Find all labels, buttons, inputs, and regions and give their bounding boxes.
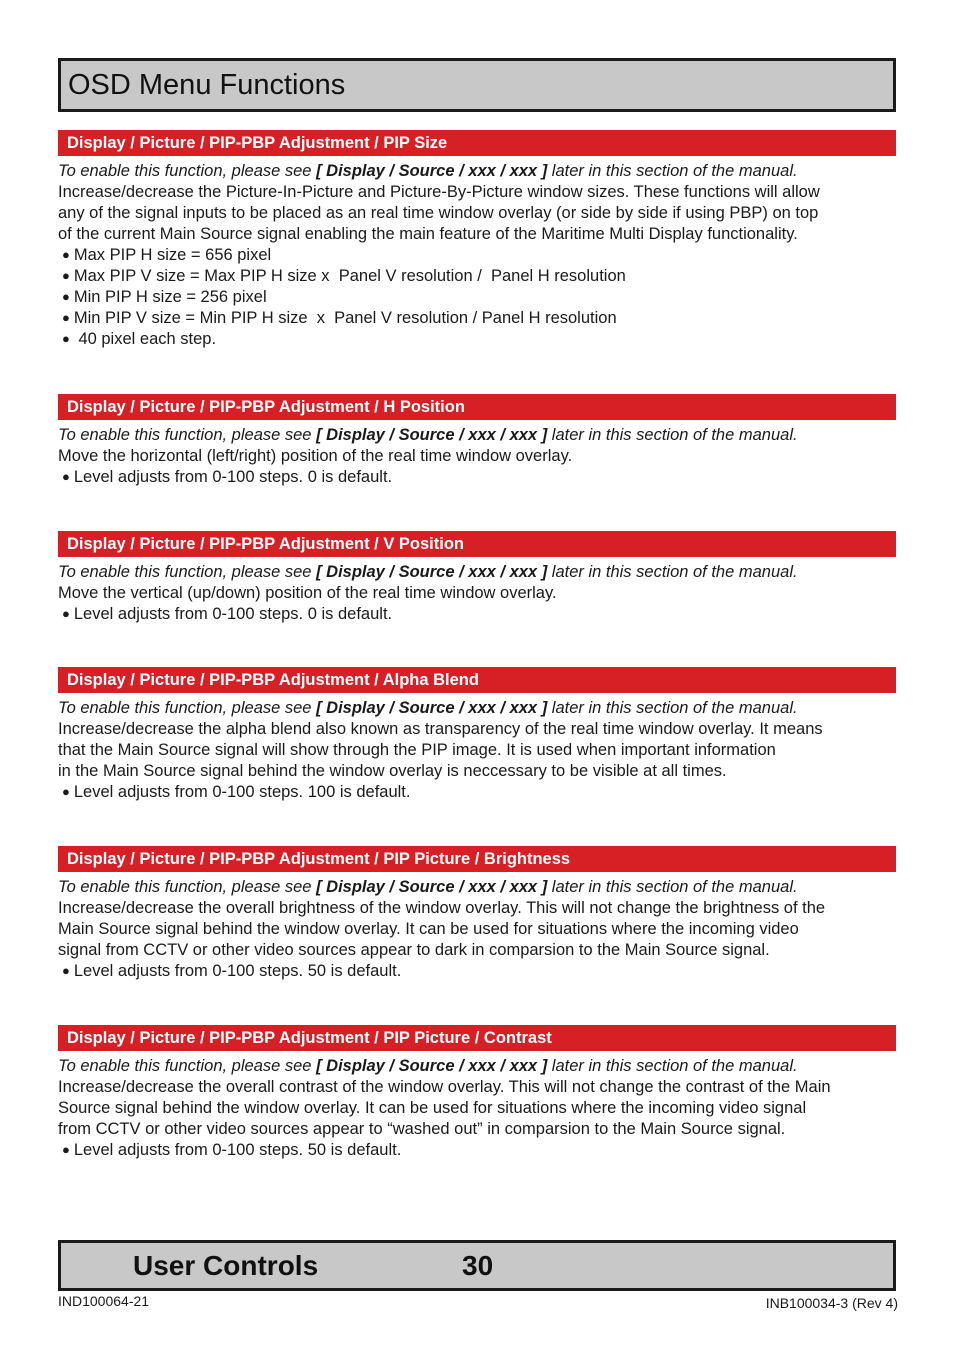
section-text-line: Increase/decrease the alpha blend also known as transparency of the real time window overlay. It means (58, 720, 823, 738)
intro-reference: [ Display / Source / xxx / xxx ] (316, 162, 548, 180)
section-intro (58, 425, 896, 446)
bullet-text: Level adjusts from 0-100 steps. 50 is default. (73, 1141, 402, 1159)
section-text-line: Source signal behind the window overlay. It can be used for situations where the incoming video signal (58, 1099, 807, 1117)
bullet-icon: ● (62, 963, 70, 978)
intro-text: To enable this function, please see (58, 426, 317, 444)
doc-id-left: IND100064-21 (58, 1293, 150, 1309)
bullet-text: Max PIP H size = 656 pixel (73, 246, 272, 264)
bullet-icon: ● (62, 1142, 70, 1157)
bullet-list (58, 1140, 896, 1161)
section-text-line: Increase/decrease the overall brightness of the window overlay. This will not change the brightness of the (58, 899, 826, 917)
section-text-line: Increase/decrease the Picture-In-Picture and Picture-By-Picture window sizes. These functions will allow (58, 183, 820, 201)
bullet-list (58, 961, 896, 982)
section-heading: Display / Picture / PIP-PBP Adjustment / PIP Picture / Brightness (58, 846, 896, 872)
section-text-line: Main Source signal behind the window overlay. It can be used for situations where the incoming video (58, 920, 799, 938)
bullet-item (58, 245, 896, 266)
bullet-list (58, 604, 896, 625)
section-intro (58, 698, 896, 719)
section (58, 846, 896, 982)
section-heading: Display / Picture / PIP-PBP Adjustment / Alpha Blend (58, 667, 896, 693)
intro-text: later in this section of the manual. (547, 878, 798, 896)
doc-id-right: INB100034-3 (Rev 4) (765, 1295, 898, 1311)
bullet-icon: ● (62, 606, 70, 621)
bullet-icon: ● (62, 310, 70, 325)
section-text-line: Move the horizontal (left/right) position of the real time window overlay. (58, 447, 573, 465)
intro-text: later in this section of the manual. (547, 162, 798, 180)
intro-text: To enable this function, please see (58, 563, 317, 581)
bullet-text: Level adjusts from 0-100 steps. 100 is default. (73, 783, 411, 801)
bullet-item (58, 467, 896, 488)
intro-text: To enable this function, please see (58, 1057, 317, 1075)
intro-text: later in this section of the manual. (547, 563, 798, 581)
bullet-list (58, 782, 896, 803)
section-intro (58, 877, 896, 898)
bullet-icon: ● (62, 469, 70, 484)
section-heading: Display / Picture / PIP-PBP Adjustment / PIP Size (58, 130, 896, 156)
intro-reference: [ Display / Source / xxx / xxx ] (316, 563, 548, 581)
section-body (58, 1056, 896, 1161)
section-text-line: signal from CCTV or other video sources appear to dark in comparsion to the Main Source signal. (58, 941, 770, 959)
bullet-text: Min PIP V size = Min PIP H size x Panel V resolution / Panel H resolution (73, 309, 617, 327)
bullet-icon: ● (62, 289, 70, 304)
section-intro (58, 161, 896, 182)
bullet-icon: ● (62, 247, 70, 262)
bullet-item (58, 287, 896, 308)
intro-reference: [ Display / Source / xxx / xxx ] (316, 699, 548, 717)
section-body (58, 562, 896, 625)
section-heading: Display / Picture / PIP-PBP Adjustment / PIP Picture / Contrast (58, 1025, 896, 1051)
bullet-list (58, 467, 896, 488)
section-body (58, 425, 896, 488)
bullet-list (58, 245, 896, 350)
bullet-item (58, 961, 896, 982)
section-text-line: that the Main Source signal will show through the PIP image. It is used when important information (58, 741, 776, 759)
bullet-text: Level adjusts from 0-100 steps. 0 is default. (73, 468, 393, 486)
bullet-icon: ● (62, 268, 70, 283)
section (58, 1025, 896, 1161)
intro-text: later in this section of the manual. (547, 426, 798, 444)
page-number: 30 (462, 1250, 494, 1281)
footer-box (58, 1240, 896, 1291)
bullet-text: 40 pixel each step. (73, 330, 217, 348)
section-body (58, 877, 896, 982)
intro-reference: [ Display / Source / xxx / xxx ] (316, 426, 548, 444)
page-title-box (58, 58, 896, 112)
bullet-text: Level adjusts from 0-100 steps. 50 is default. (73, 962, 402, 980)
bullet-item (58, 308, 896, 329)
section-text-line: Increase/decrease the overall contrast of the window overlay. This will not change the contrast of the Main (58, 1078, 831, 1096)
intro-reference: [ Display / Source / xxx / xxx ] (316, 1057, 548, 1075)
page-title: OSD Menu Functions (68, 69, 346, 101)
bullet-text: Level adjusts from 0-100 steps. 0 is default. (73, 605, 393, 623)
bullet-icon: ● (62, 331, 70, 346)
intro-text: later in this section of the manual. (547, 699, 798, 717)
section-heading: Display / Picture / PIP-PBP Adjustment / V Position (58, 531, 896, 557)
bullet-text: Max PIP V size = Max PIP H size x Panel V resolution / Panel H resolution (73, 267, 626, 285)
intro-reference: [ Display / Source / xxx / xxx ] (316, 878, 548, 896)
section (58, 130, 896, 350)
bullet-item (58, 782, 896, 803)
section-body (58, 161, 896, 350)
bullet-item (58, 1140, 896, 1161)
intro-text: later in this section of the manual. (547, 1057, 798, 1075)
section-text-line: from CCTV or other video sources appear to “washed out” in comparsion to the Main Source signal. (58, 1120, 786, 1138)
intro-text: To enable this function, please see (58, 699, 317, 717)
bullet-icon: ● (62, 784, 70, 799)
intro-text: To enable this function, please see (58, 878, 317, 896)
section-text-line: Move the vertical (up/down) position of the real time window overlay. (58, 584, 557, 602)
section-text-line: of the current Main Source signal enabling the main feature of the Maritime Multi Display functionality. (58, 225, 798, 243)
section-body (58, 698, 896, 803)
bullet-item (58, 329, 896, 350)
bullet-item (58, 266, 896, 287)
section-text-line: in the Main Source signal behind the window overlay is neccessary to be visible at all times. (58, 762, 727, 780)
section-intro (58, 1056, 896, 1077)
bullet-text: Min PIP H size = 256 pixel (73, 288, 267, 306)
section-text-line: any of the signal inputs to be placed as an real time window overlay (or side by side if using PBP) on top (58, 204, 819, 222)
footer-title: User Controls (133, 1250, 319, 1281)
section-intro (58, 562, 896, 583)
section (58, 531, 896, 625)
section-heading: Display / Picture / PIP-PBP Adjustment / H Position (58, 394, 896, 420)
section (58, 394, 896, 488)
section (58, 667, 896, 803)
intro-text: To enable this function, please see (58, 162, 317, 180)
bullet-item (58, 604, 896, 625)
